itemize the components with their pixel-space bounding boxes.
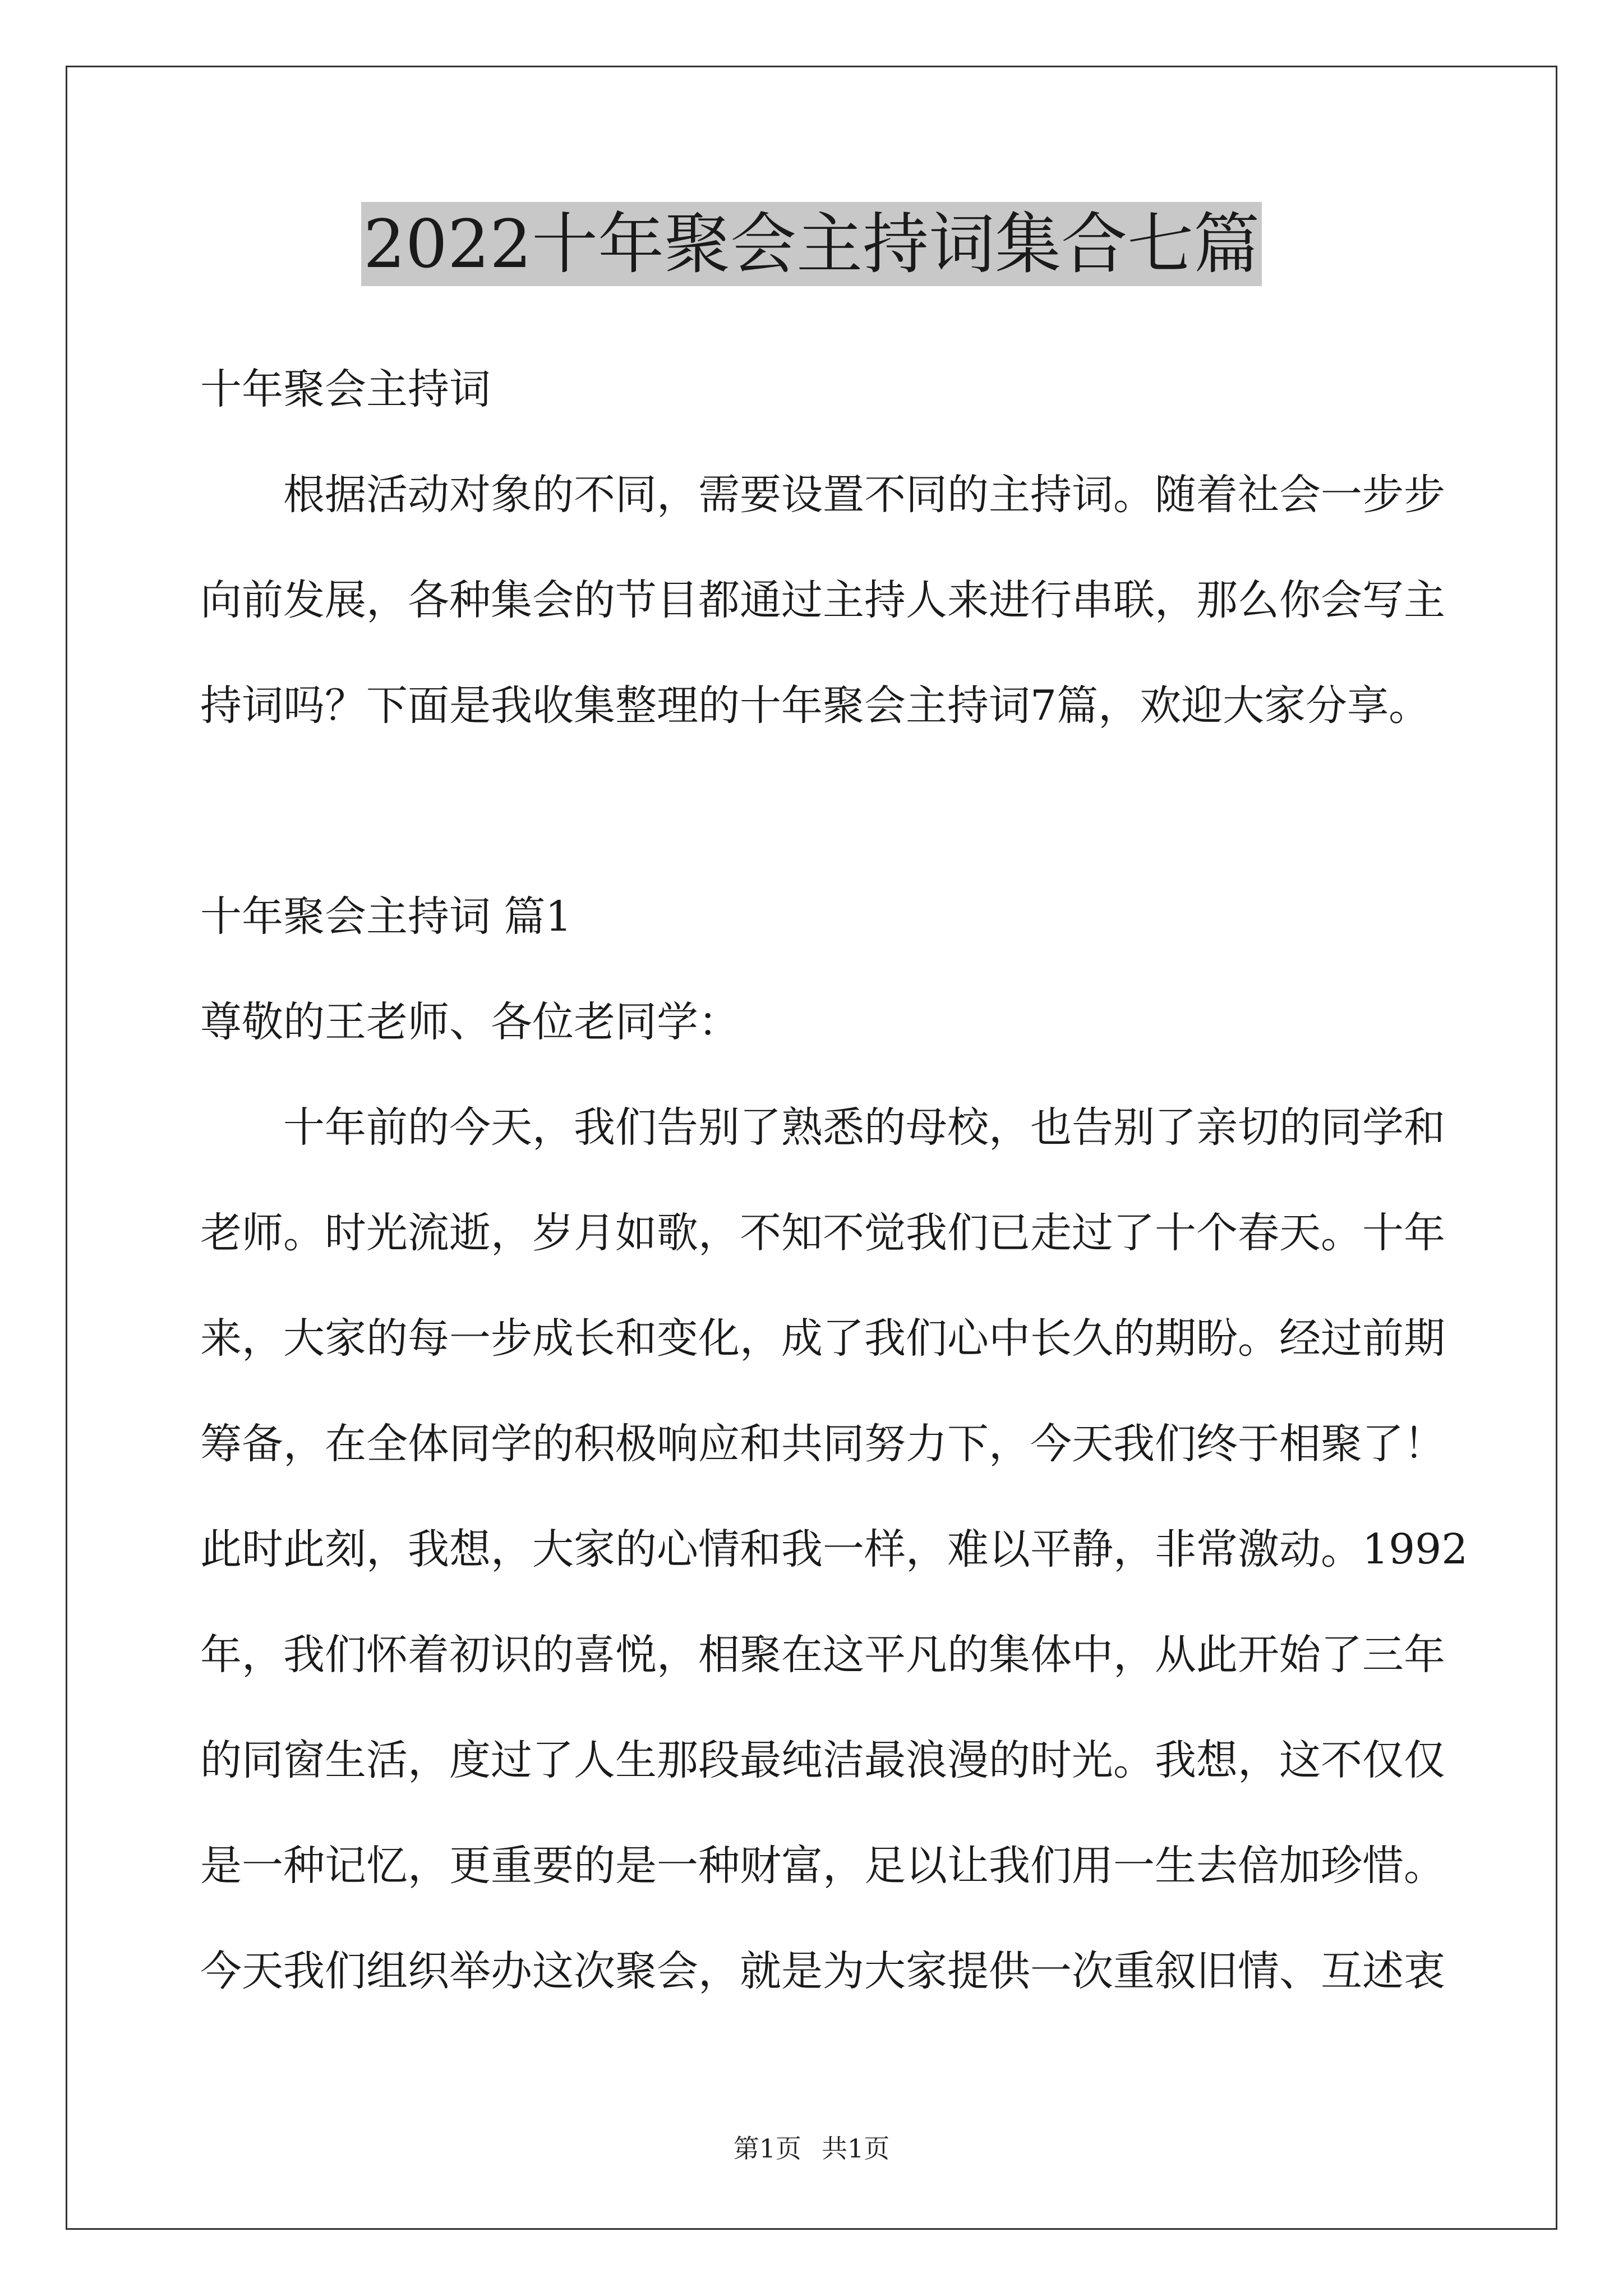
paragraph-line: 此时此刻，我想，大家的心情和我一样，难以平静，非常激动。1992 xyxy=(200,1525,1468,1573)
section-heading: 十年聚会主持词 xyxy=(200,365,491,413)
paragraph-line: 老师。时光流逝，岁月如歌，不知不觉我们已走过了十个春天。十年 xyxy=(200,1209,1445,1257)
paragraph-line: 十年前的今天，我们告别了熟悉的母校，也告别了亲切的同学和 xyxy=(283,1103,1445,1152)
paragraph-line: 向前发展，各种集会的节目都通过主持人来进行串联，那么你会写主 xyxy=(200,576,1445,624)
document-body xyxy=(200,337,1468,2024)
page-footer xyxy=(0,2132,1623,2165)
page-total: 共1页 xyxy=(822,2133,890,2164)
paragraph-line: 筹备，在全体同学的积极响应和共同努力下，今天我们终于相聚了！ xyxy=(200,1420,1445,1468)
document-title: 2022十年聚会主持词集合七篇 xyxy=(361,202,1262,286)
paragraph-line: 是一种记忆，更重要的是一种财富，足以让我们用一生去倍加珍惜。 xyxy=(200,1842,1445,1890)
paragraph-line: 持词吗？下面是我收集整理的十年聚会主持词7篇，欢迎大家分享。 xyxy=(200,682,1431,730)
section-heading: 十年聚会主持词 篇1 xyxy=(200,892,572,941)
salutation: 尊敬的王老师、各位老同学： xyxy=(200,998,740,1046)
paragraph-line: 今天我们组织举办这次聚会，就是为大家提供一次重叙旧情、互述衷 xyxy=(200,1947,1445,1995)
paragraph-line: 来，大家的每一步成长和变化，成了我们心中长久的期盼。经过前期 xyxy=(200,1314,1445,1363)
paragraph-line: 根据活动对象的不同，需要设置不同的主持词。随着社会一步步 xyxy=(283,471,1445,519)
blank-line xyxy=(200,758,1434,864)
paragraph-line: 年，我们怀着初识的喜悦，相聚在这平凡的集体中，从此开始了三年 xyxy=(200,1631,1445,1679)
page-number: 第1页 xyxy=(733,2133,801,2164)
paragraph-line: 的同窗生活，度过了人生那段最纯洁最浪漫的时光。我想，这不仅仅 xyxy=(200,1736,1445,1784)
title-container xyxy=(0,202,1623,286)
